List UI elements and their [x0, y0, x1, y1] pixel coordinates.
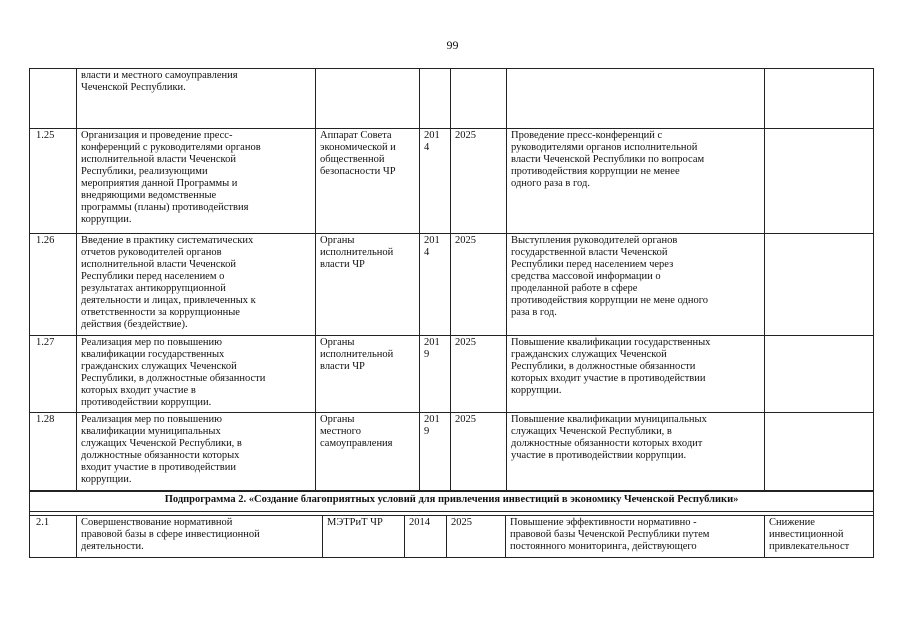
start-year-cell: 2014: [405, 516, 447, 558]
measures-table: [29, 68, 874, 491]
executor-cell: Органы местного самоуправления: [316, 413, 420, 491]
end-year-cell: [451, 69, 507, 129]
risk-cell: Снижение инвестиционной привлекательност: [765, 516, 874, 558]
event-cell: Совершенствование нормативной правовой базы в сфере инвестиционной деятельности.: [77, 516, 323, 558]
executor-cell: [316, 69, 420, 129]
end-year-cell: 2025: [447, 516, 506, 558]
executor-cell: Аппарат Совета экономической и общественной безопасности ЧР: [316, 129, 420, 234]
event-cell: Реализация мер по повышению квалификации муниципальных служащих Чеченской Республики, в должностные обязанности которых входит участие в противодействии коррупции.: [77, 413, 316, 491]
subprogram-header-row: [30, 492, 874, 512]
risk-cell: [765, 234, 874, 336]
end-year-cell: 2025: [451, 413, 507, 491]
result-cell: Повышение квалификации государственных гражданских служащих Чеченской Республики, в должностные обязанности которых входит участие в противодействии коррупции.: [507, 336, 765, 413]
executor-cell: МЭТРиТ ЧР: [323, 516, 405, 558]
event-cell: Реализация мер по повышению квалификации государственных гражданских служащих Чеченской Республики, в должностные обязанности которых входит участие в противодействии коррупции.: [77, 336, 316, 413]
table-row: [30, 234, 874, 336]
event-cell: Организация и проведение пресс- конференций с руководителями органов исполнительной власти Чеченской Республики, реализующими мероприятия данной Программы и внедряющими ведомственные программы (планы) противодействия коррупции.: [77, 129, 316, 234]
table-row: [30, 516, 874, 558]
risk-cell: [765, 129, 874, 234]
result-cell: [507, 69, 765, 129]
end-year-cell: 2025: [451, 336, 507, 413]
start-year-cell: 201 9: [420, 336, 451, 413]
row-number: 1.28: [30, 413, 77, 491]
event-cell: власти и местного самоуправления Чеченской Республики.: [77, 69, 316, 129]
page-number: 99: [446, 38, 459, 52]
result-cell: Повышение квалификации муниципальных служащих Чеченской Республики, в должностные обязанности которых входит участие в противодействии коррупции.: [507, 413, 765, 491]
risk-cell: [765, 69, 874, 129]
result-cell: Выступления руководителей органов государственной власти Чеченской Республики перед населением через средства массовой информации о проделанной работе в сфере противодействия коррупции не мене одного раза в год.: [507, 234, 765, 336]
table-row: [30, 69, 874, 129]
row-number: 1.27: [30, 336, 77, 413]
subprogram-table: [29, 491, 874, 558]
executor-cell: Органы исполнительной власти ЧР: [316, 234, 420, 336]
risk-cell: [765, 413, 874, 491]
row-number: [30, 69, 77, 129]
end-year-cell: 2025: [451, 129, 507, 234]
row-number: 1.25: [30, 129, 77, 234]
start-year-cell: 201 4: [420, 234, 451, 336]
result-cell: Проведение пресс-конференций с руководителями органов исполнительной власти Чеченской Республики по вопросам противодействия коррупции не менее одного раза в год.: [507, 129, 765, 234]
table-row: [30, 129, 874, 234]
event-cell: Введение в практику систематических отчетов руководителей органов исполнительной власти Чеченской Республики перед населением о результатах антикоррупционной деятельности и лицах, привлеченных к ответственности за коррупционные действия (бездействие).: [77, 234, 316, 336]
table-row: [30, 336, 874, 413]
start-year-cell: 201 9: [420, 413, 451, 491]
end-year-cell: 2025: [451, 234, 507, 336]
subprogram-title: Подпрограмма 2. «Создание благоприятных условий для привлечения инвестиций в экономику Чеченской Республики»: [30, 492, 874, 512]
table-row: [30, 413, 874, 491]
start-year-cell: [420, 69, 451, 129]
row-number: 2.1: [30, 516, 77, 558]
start-year-cell: 201 4: [420, 129, 451, 234]
row-number: 1.26: [30, 234, 77, 336]
risk-cell: [765, 336, 874, 413]
result-cell: Повышение эффективности нормативно - правовой базы Чеченской Республики путем постоянного мониторинга, действующего: [506, 516, 765, 558]
executor-cell: Органы исполнительной власти ЧР: [316, 336, 420, 413]
